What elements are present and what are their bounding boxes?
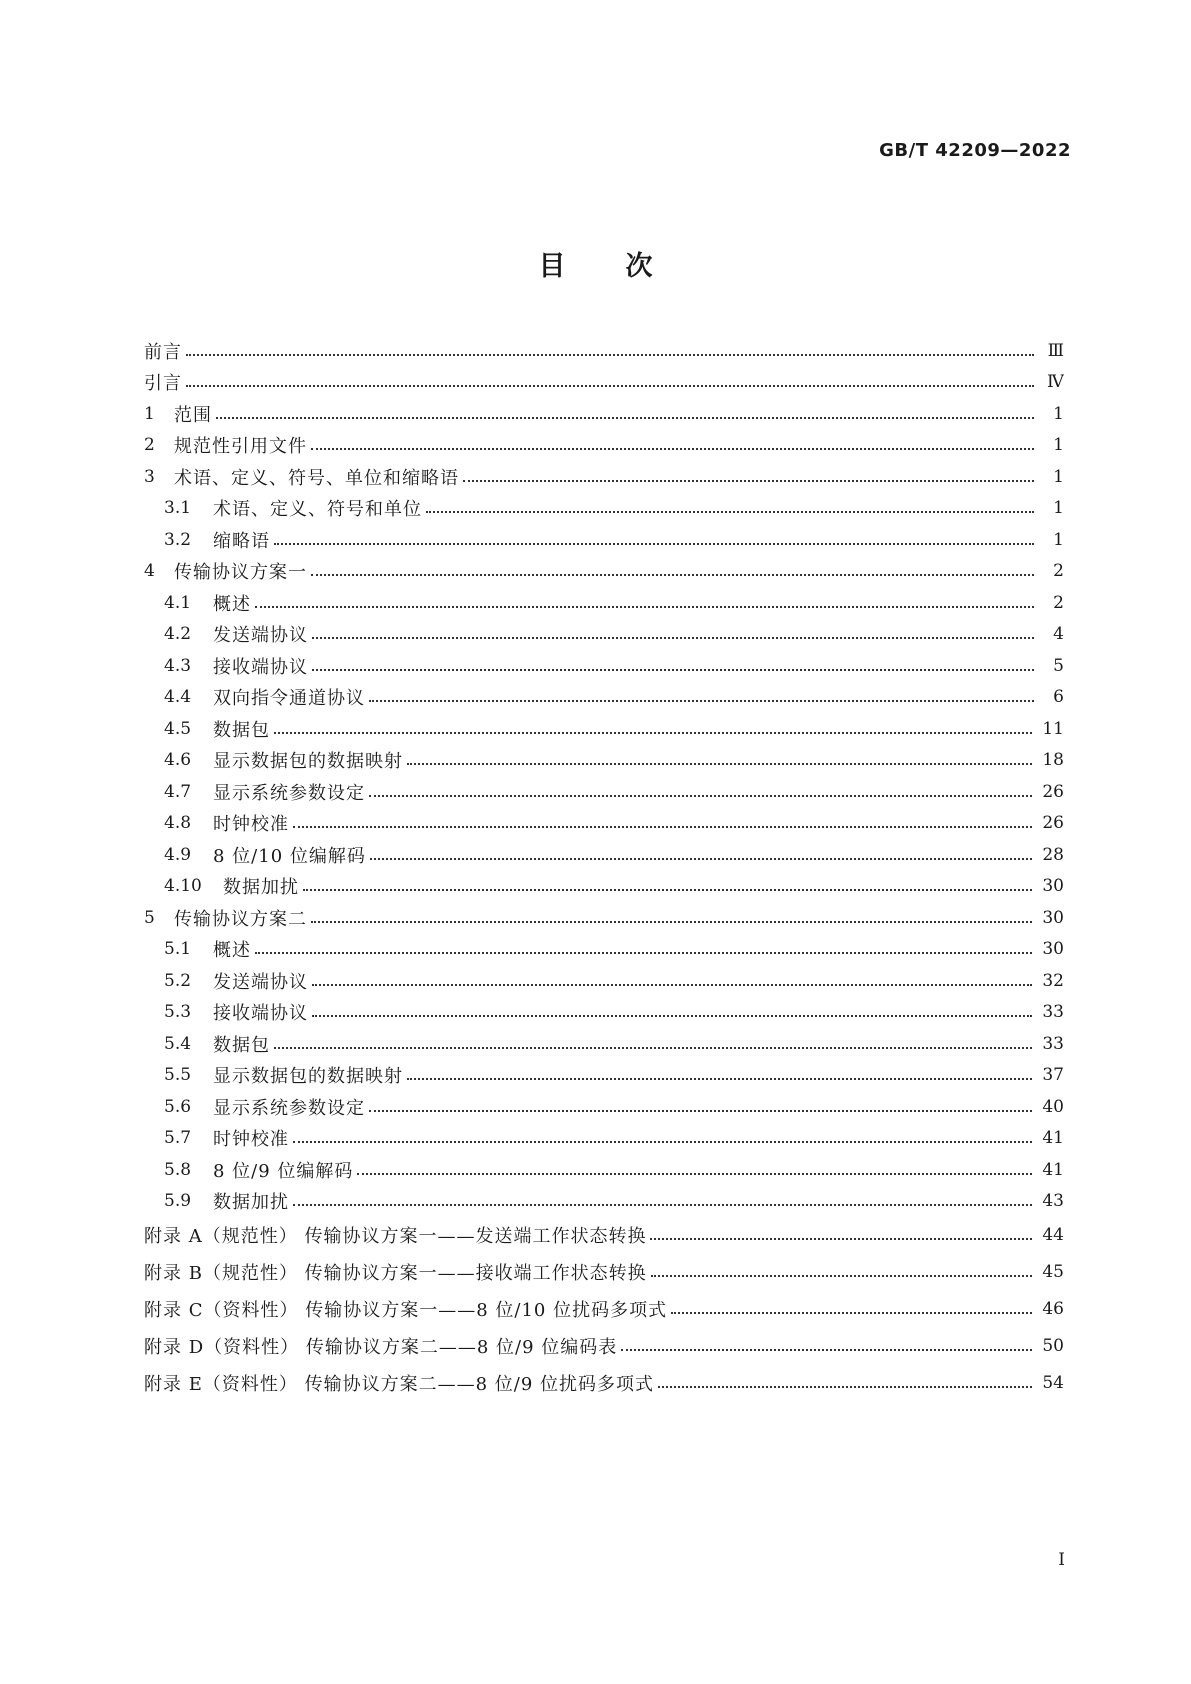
toc-entry-page: 30 bbox=[1042, 907, 1064, 928]
toc-entry[interactable] bbox=[144, 776, 1064, 808]
toc-entry-title: 概述 bbox=[213, 940, 251, 962]
toc-entry-title: 附录 D（资料性） 传输协议方案二——8 位/9 位编码表 bbox=[144, 1336, 618, 1358]
toc-entry[interactable] bbox=[144, 1364, 1064, 1401]
toc-entry[interactable] bbox=[144, 713, 1064, 745]
toc-dot-leader bbox=[369, 1110, 1032, 1112]
toc-dot-leader bbox=[407, 763, 1032, 765]
toc-dot-leader bbox=[274, 543, 1034, 545]
toc-entry[interactable] bbox=[144, 839, 1064, 871]
toc-entry-title: 接收端协议 bbox=[213, 1003, 308, 1025]
toc-entry-number: 5.6 bbox=[164, 1096, 192, 1117]
toc-entry-number: 2 bbox=[144, 435, 155, 456]
toc-entry-number: 4.7 bbox=[164, 781, 192, 802]
toc-entry[interactable] bbox=[144, 1186, 1064, 1218]
toc-entry-number: 3.1 bbox=[164, 498, 192, 519]
toc-dot-leader bbox=[658, 1386, 1032, 1388]
toc-entry[interactable] bbox=[144, 997, 1064, 1029]
toc-entry[interactable] bbox=[144, 1123, 1064, 1155]
toc-entry-number: 4.8 bbox=[164, 813, 192, 834]
toc-entry-number: 4.3 bbox=[164, 655, 192, 676]
table-of-contents bbox=[144, 335, 1064, 1401]
toc-dot-leader bbox=[311, 448, 1034, 450]
toc-entry[interactable] bbox=[144, 1028, 1064, 1060]
toc-dot-leader bbox=[369, 700, 1034, 702]
page-number: Ⅰ bbox=[1058, 1550, 1065, 1570]
toc-entry[interactable] bbox=[144, 335, 1064, 367]
toc-entry[interactable] bbox=[144, 1291, 1064, 1328]
toc-entry-page: 18 bbox=[1042, 750, 1064, 771]
toc-dot-leader bbox=[186, 385, 1034, 387]
toc-entry-number: 1 bbox=[144, 403, 155, 424]
toc-dot-leader bbox=[311, 921, 1032, 923]
toc-entry-page: 45 bbox=[1042, 1262, 1064, 1283]
toc-dot-leader bbox=[255, 606, 1034, 608]
toc-entry-page: 5 bbox=[1053, 655, 1064, 676]
toc-entry-number: 4.10 bbox=[164, 876, 202, 897]
toc-entry-page: 43 bbox=[1042, 1191, 1064, 1212]
toc-entry-number: 5.7 bbox=[164, 1128, 192, 1149]
toc-entry-title: 发送端协议 bbox=[213, 971, 308, 993]
toc-entry[interactable] bbox=[144, 902, 1064, 934]
toc-entry-number: 4.1 bbox=[164, 592, 192, 613]
toc-entry-title: 附录 B（规范性） 传输协议方案一——接收端工作状态转换 bbox=[144, 1263, 647, 1285]
toc-dot-leader bbox=[426, 511, 1034, 513]
toc-entry-page: 2 bbox=[1053, 561, 1064, 582]
toc-entry[interactable] bbox=[144, 367, 1064, 399]
toc-entry-title: 时钟校准 bbox=[213, 814, 289, 836]
toc-dot-leader bbox=[370, 858, 1032, 860]
toc-entry-page: 28 bbox=[1042, 844, 1064, 865]
toc-entry[interactable] bbox=[144, 682, 1064, 714]
toc-entry[interactable] bbox=[144, 1091, 1064, 1123]
toc-dot-leader bbox=[293, 1204, 1032, 1206]
toc-entry-page: 1 bbox=[1053, 435, 1064, 456]
toc-entry-page: Ⅳ bbox=[1047, 372, 1064, 393]
toc-entry-page: 50 bbox=[1042, 1335, 1064, 1356]
toc-entry-page: 1 bbox=[1053, 403, 1064, 424]
toc-dot-leader bbox=[293, 1141, 1032, 1143]
toc-entry[interactable] bbox=[144, 1217, 1064, 1254]
toc-entry[interactable] bbox=[144, 619, 1064, 651]
toc-entry-page: 1 bbox=[1053, 466, 1064, 487]
toc-entry-title: 显示数据包的数据映射 bbox=[213, 1066, 403, 1088]
toc-entry-number: 5.1 bbox=[164, 939, 192, 960]
toc-entry[interactable] bbox=[144, 587, 1064, 619]
toc-entry-number: 5.4 bbox=[164, 1033, 192, 1054]
toc-entry[interactable] bbox=[144, 934, 1064, 966]
page-title: 目次 bbox=[538, 251, 713, 282]
toc-entry-page: 33 bbox=[1042, 1033, 1064, 1054]
toc-entry-number: 4.2 bbox=[164, 624, 192, 645]
toc-entry-title: 引言 bbox=[144, 373, 182, 395]
toc-entry-number: 5.9 bbox=[164, 1191, 192, 1212]
toc-entry-title: 规范性引用文件 bbox=[174, 436, 307, 458]
toc-entry-page: 1 bbox=[1053, 498, 1064, 519]
toc-entry[interactable] bbox=[144, 556, 1064, 588]
toc-entry-title: 显示系统参数设定 bbox=[213, 782, 365, 804]
toc-entry-number: 4 bbox=[144, 561, 155, 582]
toc-entry-title: 附录 A（规范性） 传输协议方案一——发送端工作状态转换 bbox=[144, 1226, 647, 1248]
toc-entry-number: 5.2 bbox=[164, 970, 192, 991]
toc-entry-title: 数据包 bbox=[213, 719, 270, 741]
toc-entry[interactable] bbox=[144, 1154, 1064, 1186]
toc-entry-page: 41 bbox=[1042, 1159, 1064, 1180]
toc-dot-leader bbox=[293, 826, 1032, 828]
toc-dot-leader bbox=[651, 1275, 1033, 1277]
toc-dot-leader bbox=[357, 1173, 1032, 1175]
toc-entry-title: 附录 C（资料性） 传输协议方案一——8 位/10 位扰码多项式 bbox=[144, 1299, 668, 1321]
toc-entry-page: 6 bbox=[1053, 687, 1064, 708]
toc-dot-leader bbox=[311, 574, 1034, 576]
toc-entry-title: 显示系统参数设定 bbox=[213, 1097, 365, 1119]
toc-dot-leader bbox=[312, 669, 1034, 671]
toc-dot-leader bbox=[186, 354, 1034, 356]
toc-entry-page: 4 bbox=[1053, 624, 1064, 645]
toc-dot-leader bbox=[407, 1078, 1032, 1080]
toc-entry-page: 46 bbox=[1042, 1298, 1064, 1319]
toc-entry-page: 2 bbox=[1053, 592, 1064, 613]
toc-entry[interactable] bbox=[144, 1060, 1064, 1092]
toc-dot-leader bbox=[255, 952, 1032, 954]
toc-entry-title: 双向指令通道协议 bbox=[213, 688, 365, 710]
toc-entry[interactable] bbox=[144, 1327, 1064, 1364]
document-code: GB/T 42209—2022 bbox=[879, 140, 1071, 161]
toc-dot-leader bbox=[312, 984, 1032, 986]
toc-entry[interactable] bbox=[144, 430, 1064, 462]
toc-entry[interactable] bbox=[144, 524, 1064, 556]
toc-entry-number: 5 bbox=[144, 907, 155, 928]
toc-entry[interactable] bbox=[144, 808, 1064, 840]
toc-entry-title: 8 位/9 位编解码 bbox=[213, 1160, 354, 1182]
toc-entry-title: 数据加扰 bbox=[223, 877, 299, 899]
toc-entry-page: Ⅲ bbox=[1047, 340, 1064, 361]
toc-entry-page: 26 bbox=[1042, 813, 1064, 834]
toc-entry-page: 41 bbox=[1042, 1128, 1064, 1149]
toc-entry-number: 5.3 bbox=[164, 1002, 192, 1023]
toc-dot-leader bbox=[312, 1015, 1032, 1017]
toc-entry-page: 40 bbox=[1042, 1096, 1064, 1117]
toc-dot-leader bbox=[303, 889, 1032, 891]
toc-entry-title: 术语、定义、符号、单位和缩略语 bbox=[174, 467, 459, 489]
toc-entry-number: 3.2 bbox=[164, 529, 192, 550]
toc-entry-page: 32 bbox=[1042, 970, 1064, 991]
toc-entry-title: 发送端协议 bbox=[213, 625, 308, 647]
toc-entry-title: 接收端协议 bbox=[213, 656, 308, 678]
toc-entry-title: 8 位/10 位编解码 bbox=[213, 845, 366, 867]
toc-entry[interactable] bbox=[144, 965, 1064, 997]
toc-entry-number: 4.4 bbox=[164, 687, 192, 708]
toc-dot-leader bbox=[369, 795, 1032, 797]
toc-entry-title: 术语、定义、符号和单位 bbox=[213, 499, 422, 521]
toc-entry-number: 4.9 bbox=[164, 844, 192, 865]
toc-entry-page: 44 bbox=[1042, 1225, 1064, 1246]
toc-entry-title: 附录 E（资料性） 传输协议方案二——8 位/9 位扰码多项式 bbox=[144, 1373, 654, 1395]
toc-entry[interactable] bbox=[144, 871, 1064, 903]
toc-entry[interactable] bbox=[144, 650, 1064, 682]
toc-dot-leader bbox=[216, 417, 1034, 419]
toc-dot-leader bbox=[621, 1349, 1032, 1351]
toc-entry[interactable] bbox=[144, 461, 1064, 493]
toc-entry-page: 26 bbox=[1042, 781, 1064, 802]
toc-entry-number: 3 bbox=[144, 466, 155, 487]
toc-entry-number: 5.8 bbox=[164, 1159, 192, 1180]
toc-entry-title: 数据加扰 bbox=[213, 1192, 289, 1214]
toc-dot-leader bbox=[274, 732, 1032, 734]
toc-entry-title: 范围 bbox=[174, 404, 212, 426]
toc-entry-page: 54 bbox=[1042, 1372, 1064, 1393]
toc-entry-page: 1 bbox=[1053, 529, 1064, 550]
toc-entry-title: 传输协议方案二 bbox=[174, 908, 307, 930]
toc-entry[interactable] bbox=[144, 745, 1064, 777]
toc-entry-page: 11 bbox=[1042, 718, 1064, 739]
toc-dot-leader bbox=[650, 1238, 1032, 1240]
toc-entry-number: 4.6 bbox=[164, 750, 192, 771]
toc-dot-leader bbox=[463, 480, 1034, 482]
toc-entry-page: 30 bbox=[1042, 876, 1064, 897]
toc-entry-title: 缩略语 bbox=[213, 530, 270, 552]
toc-entry-title: 前言 bbox=[144, 341, 182, 363]
toc-dot-leader bbox=[312, 637, 1034, 639]
toc-entry[interactable] bbox=[144, 493, 1064, 525]
toc-entry-page: 33 bbox=[1042, 1002, 1064, 1023]
toc-entry[interactable] bbox=[144, 1254, 1064, 1291]
toc-entry-page: 37 bbox=[1042, 1065, 1064, 1086]
toc-entry-title: 显示数据包的数据映射 bbox=[213, 751, 403, 773]
toc-entry-title: 数据包 bbox=[213, 1034, 270, 1056]
toc-entry-title: 概述 bbox=[213, 593, 251, 615]
toc-dot-leader bbox=[274, 1047, 1032, 1049]
toc-dot-leader bbox=[671, 1312, 1032, 1314]
toc-entry-number: 4.5 bbox=[164, 718, 192, 739]
toc-entry-title: 传输协议方案一 bbox=[174, 562, 307, 584]
toc-entry-page: 30 bbox=[1042, 939, 1064, 960]
toc-entry[interactable] bbox=[144, 398, 1064, 430]
toc-entry-title: 时钟校准 bbox=[213, 1129, 289, 1151]
toc-entry-number: 5.5 bbox=[164, 1065, 192, 1086]
